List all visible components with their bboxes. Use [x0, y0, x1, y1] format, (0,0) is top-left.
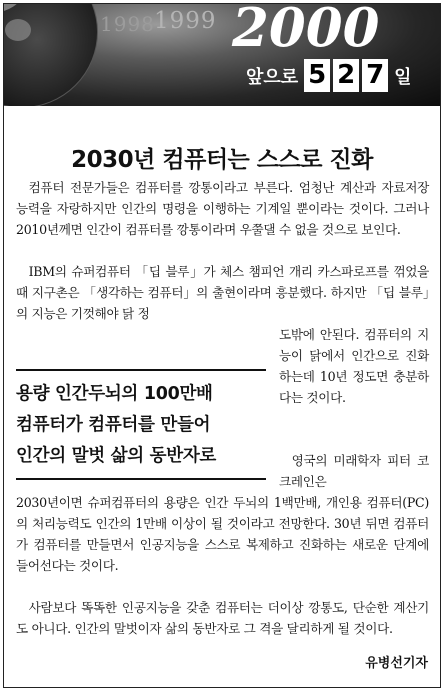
year-1998-label: 1998 — [100, 12, 155, 36]
paragraph-1: 컴퓨터 전문가들은 컴퓨터를 깡통이라고 부른다. 엄청난 계산과 자료저장 능력을 자랑하지만 인간의 명령을 이행하는 기계일 뿐이라는 것이다. 그러나 2010년께면 인간이 컴퓨터를 깡통이라며 우쭐댈 수 없을 것으로 보인다. — [16, 180, 429, 237]
paragraph-4: 사람보다 똑똑한 인공지능을 갖춘 컴퓨터는 더이상 깡통도, 단순한 계산기도 아니다. 인간의 말벗이자 삶의 동반자로 그 격을 달리하게 될 것이다. — [16, 600, 429, 636]
countdown — [246, 59, 412, 92]
paragraph-2: IBM의 슈퍼컴퓨터 「딥 블루」가 체스 챔피언 개리 카스파로프를 꺾었을 때 지구촌은 「생각하는 컴퓨터」의 출현이라며 흥분했다. 하지만 「딥 블루」의 지능은 기껏해야 닭 정 — [16, 264, 429, 321]
globe-land-shape — [5, 19, 31, 41]
paragraph-3-start: 영국의 미래학자 피터 코크레인은 — [279, 453, 429, 489]
countdown-suffix: 일 — [394, 66, 412, 88]
year-2000-label: 2000 — [232, 4, 380, 59]
byline: 유병선기자 — [365, 656, 428, 671]
paragraph-2-continued: 도밖에 안된다. 컴퓨터의 지능이 닭에서 인간으로 진화하는데 10년 정도면 충분하다는 것이다. — [279, 327, 429, 405]
countdown-prefix: 앞으로 — [246, 66, 299, 88]
article-frame — [3, 3, 441, 688]
pull-quote-line: 컴퓨터가 컴퓨터를 만들어 — [16, 415, 211, 435]
pull-quote — [16, 369, 266, 480]
countdown-banner — [4, 4, 440, 106]
countdown-digit: 7 — [362, 59, 388, 92]
pull-quote-line: 인간의 말벗 삶의 동반자로 — [16, 446, 217, 466]
article-headline: 2030년 컴퓨터는 스스로 진화 — [71, 147, 373, 173]
countdown-digit: 2 — [333, 59, 359, 92]
year-1999-label: 1999 — [154, 8, 217, 34]
countdown-digit: 5 — [304, 59, 330, 92]
pull-quote-line: 용량 인간두뇌의 100만배 — [16, 384, 213, 404]
globe-icon — [4, 4, 98, 106]
paragraph-3-rest: 2030년이면 슈퍼컴퓨터의 용량은 인간 두뇌의 1백만배, 개인용 컴퓨터(PC)의 처리능력도 인간의 1만배 이상이 될 것이라고 전망한다. 30년 뒤면 컴퓨터가 컴퓨터를 만들면서 인공지능을 스스로 복제하고 진화하는 새로운 단계에 들어선다는 것이다. — [16, 495, 429, 573]
